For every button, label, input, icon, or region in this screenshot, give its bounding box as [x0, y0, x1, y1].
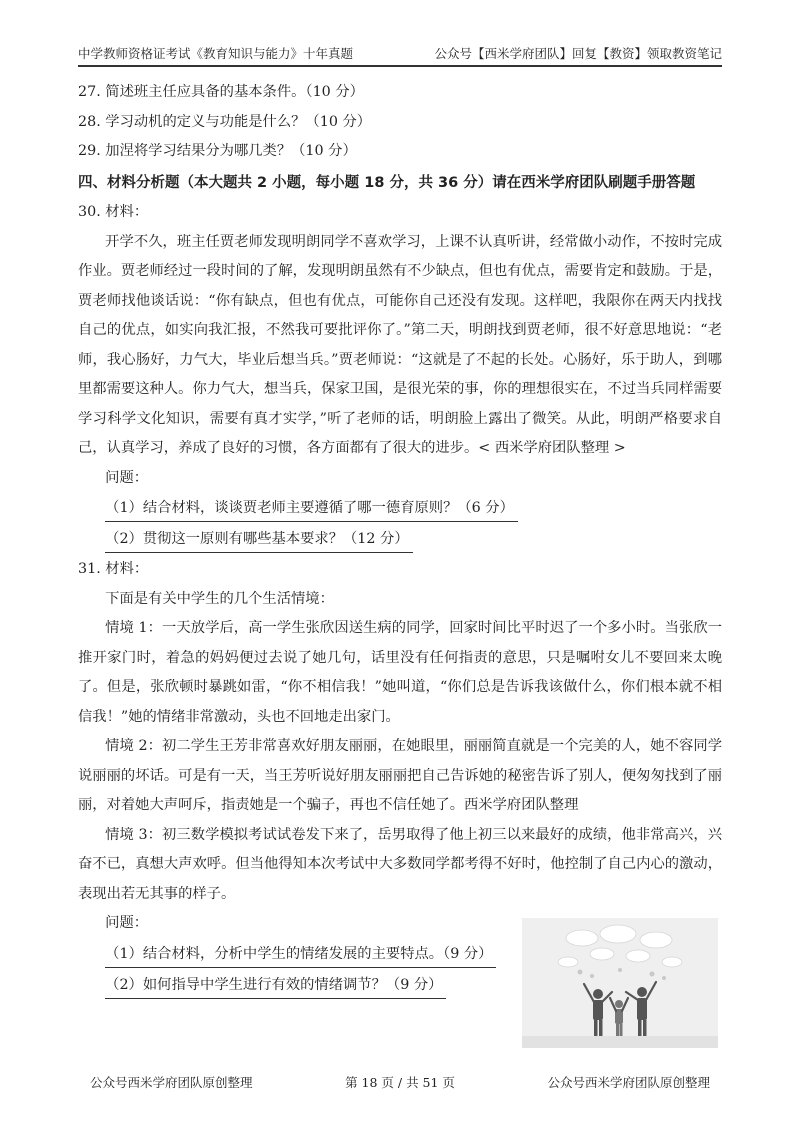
- q31-question-label: 问题：: [105, 915, 149, 931]
- section-4-title: 四、材料分析题（本大题共 2 小题，每小题 18 分，共 36 分）请在西米学府团队刷题手册答题: [78, 174, 696, 191]
- page-number: 第 18 页 / 共 51 页: [345, 1075, 455, 1090]
- q30-label: 30. 材料：: [78, 204, 149, 220]
- question-28: 28. 学习动机的定义与功能是什么？（10 分）: [78, 113, 372, 130]
- header-right-text: 公众号【西米学府团队】回复【教资】领取教资笔记: [434, 46, 722, 61]
- q31-label: 31. 材料：: [78, 561, 149, 577]
- header-left-text: 中学教师资格证考试《教育知识与能力》十年真题: [78, 46, 354, 61]
- q31-situation-2: 情境 2：初二学生王芳非常喜欢好朋友丽丽，在她眼里，丽丽简直就是一个完美的人，她不容同学说丽丽的坏话。可是有一天，当王芳听说好朋友丽丽把自己告诉她的秘密告诉了别人，便匆匆找到了丽丽，对着她大声呵斥，指责她是一个骗子，再也不信任她了。西米学府团队整理: [78, 738, 722, 813]
- family-photo-illustration: [522, 918, 718, 1048]
- page-footer: [90, 1073, 710, 1091]
- q31-sub-question-2: （2）如何指导中学生进行有效的情绪调节？（9 分）: [105, 972, 446, 999]
- q31-situation-1: 情境 1：一天放学后，高一学生张欣因送生病的同学，回家时间比平时迟了一个多小时。当张欣一推开家门时，着急的妈妈便过去说了她几句，话里没有任何指责的意思，只是嘱咐女儿不要回来太晚了。但是，张欣顿时暴跳如雷，“你不相信我！”她叫道，“你们总是告诉我该做什么，你们根本就不相信我！”她的情绪非常激动，头也不回地走出家门。: [78, 620, 722, 725]
- q31-intro: 下面是有关中学生的几个生活情境：: [105, 590, 334, 607]
- q30-question-label: 问题：: [105, 469, 149, 486]
- family-clouds-photo: [522, 918, 718, 1048]
- q30-sub-question-2: （2）贯彻这一原则有哪些基本要求？（12 分）: [105, 526, 412, 553]
- q30-sub-question-1: （1）结合材料，谈谈贾老师主要遵循了哪一德育原则？（6 分）: [105, 495, 518, 522]
- question-29: 29. 加涅将学习结果分为哪几类？（10 分）: [78, 143, 357, 159]
- footer-right-text: 公众号西米学府团队原创整理: [547, 1075, 710, 1090]
- q31-sub-question-1: （1）结合材料，分析中学生的情绪发展的主要特点。（9 分）: [105, 941, 496, 968]
- q31-situation-3: 情境 3：初三数学模拟考试试卷发下来了，岳男取得了他上初三以来最好的成绩，他非常高兴，兴奋不已，真想大声欢呼。但当他得知本次考试中大多数同学都考得不好时，他控制了自己内心的激动，表现出若无其事的样子。: [78, 826, 722, 902]
- question-27: 27. 简述班主任应具备的基本条件。（10 分）: [78, 84, 364, 100]
- page-header: [78, 40, 722, 67]
- q30-material: 开学不久，班主任贾老师发现明朗同学不喜欢学习，上课不认真听讲，经常做小动作，不按时完成作业。贾老师经过一段时间的了解，发现明朗虽然有不少缺点，但也有优点，需要肯定和鼓励。于是，贾老师找他谈话说：“你有缺点，但也有优点，可能你自己还没有发现。这样吧，我限你在两天内找找自己的优点，如实向我汇报，不然我可要批评你了。”第二天，明朗找到贾老师，很不好意思地说：“老师，我心肠好，力气大，毕业后想当兵。”贾老师说：“这就是了不起的长处。心肠好，乐于助人，到哪里都需要这种人。你力气大，想当兵，保家卫国，是很光荣的事，你的理想很实在，不过当兵同样需要学习科学文化知识，需要有真才实学，”听了老师的话，明朗脸上露出了微笑。从此，明朗严格要求自己，认真学习，养成了良好的习惯，各方面都有了很大的进步。< 西米学府团队整理 >: [78, 233, 722, 456]
- footer-left-text: 公众号西米学府团队原创整理: [90, 1075, 253, 1090]
- page-content: [78, 78, 722, 1001]
